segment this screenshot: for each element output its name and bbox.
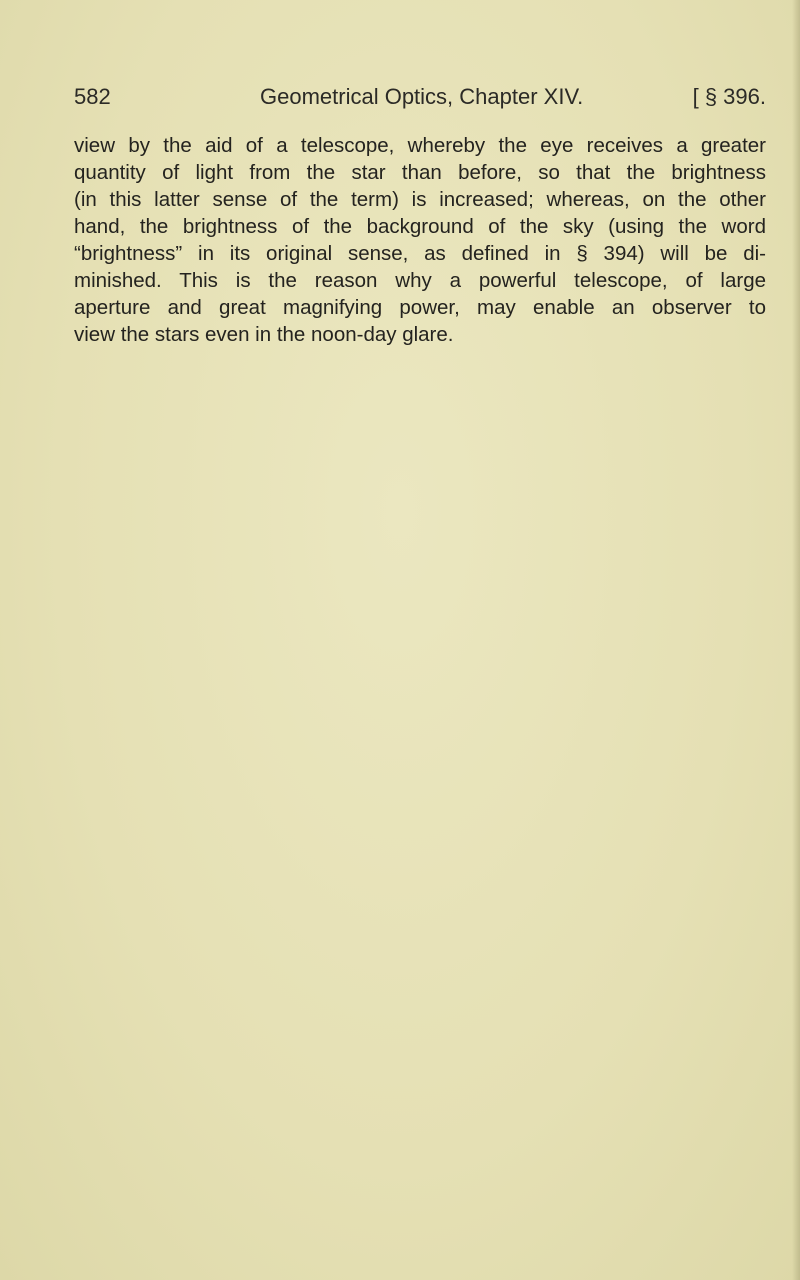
text-line: quantity of light from the star than before, so that the brightness — [74, 161, 766, 184]
text-line: view the stars even in the noon-day glare. — [74, 323, 454, 346]
text-line: “brightness” in its original sense, as defined in § 394) will be di- — [74, 242, 766, 265]
section-reference: [ § 396. — [692, 84, 766, 109]
running-head — [74, 84, 766, 118]
text-line: view by the aid of a telescope, whereby the eye receives a greater — [74, 134, 766, 157]
text-line: hand, the brightness of the background of the sky (using the word — [74, 215, 766, 238]
page-number: 582 — [74, 84, 111, 109]
text-line: minished. This is the reason why a powerful telescope, of large — [74, 269, 766, 292]
page-edge-shadow — [792, 0, 800, 1280]
chapter-title: Geometrical Optics, Chapter XIV. — [260, 84, 584, 109]
body-paragraph — [74, 132, 766, 348]
text-line: aperture and great magnifying power, may enable an observer to — [74, 296, 766, 319]
text-line: (in this latter sense of the term) is increased; whereas, on the other — [74, 188, 766, 211]
